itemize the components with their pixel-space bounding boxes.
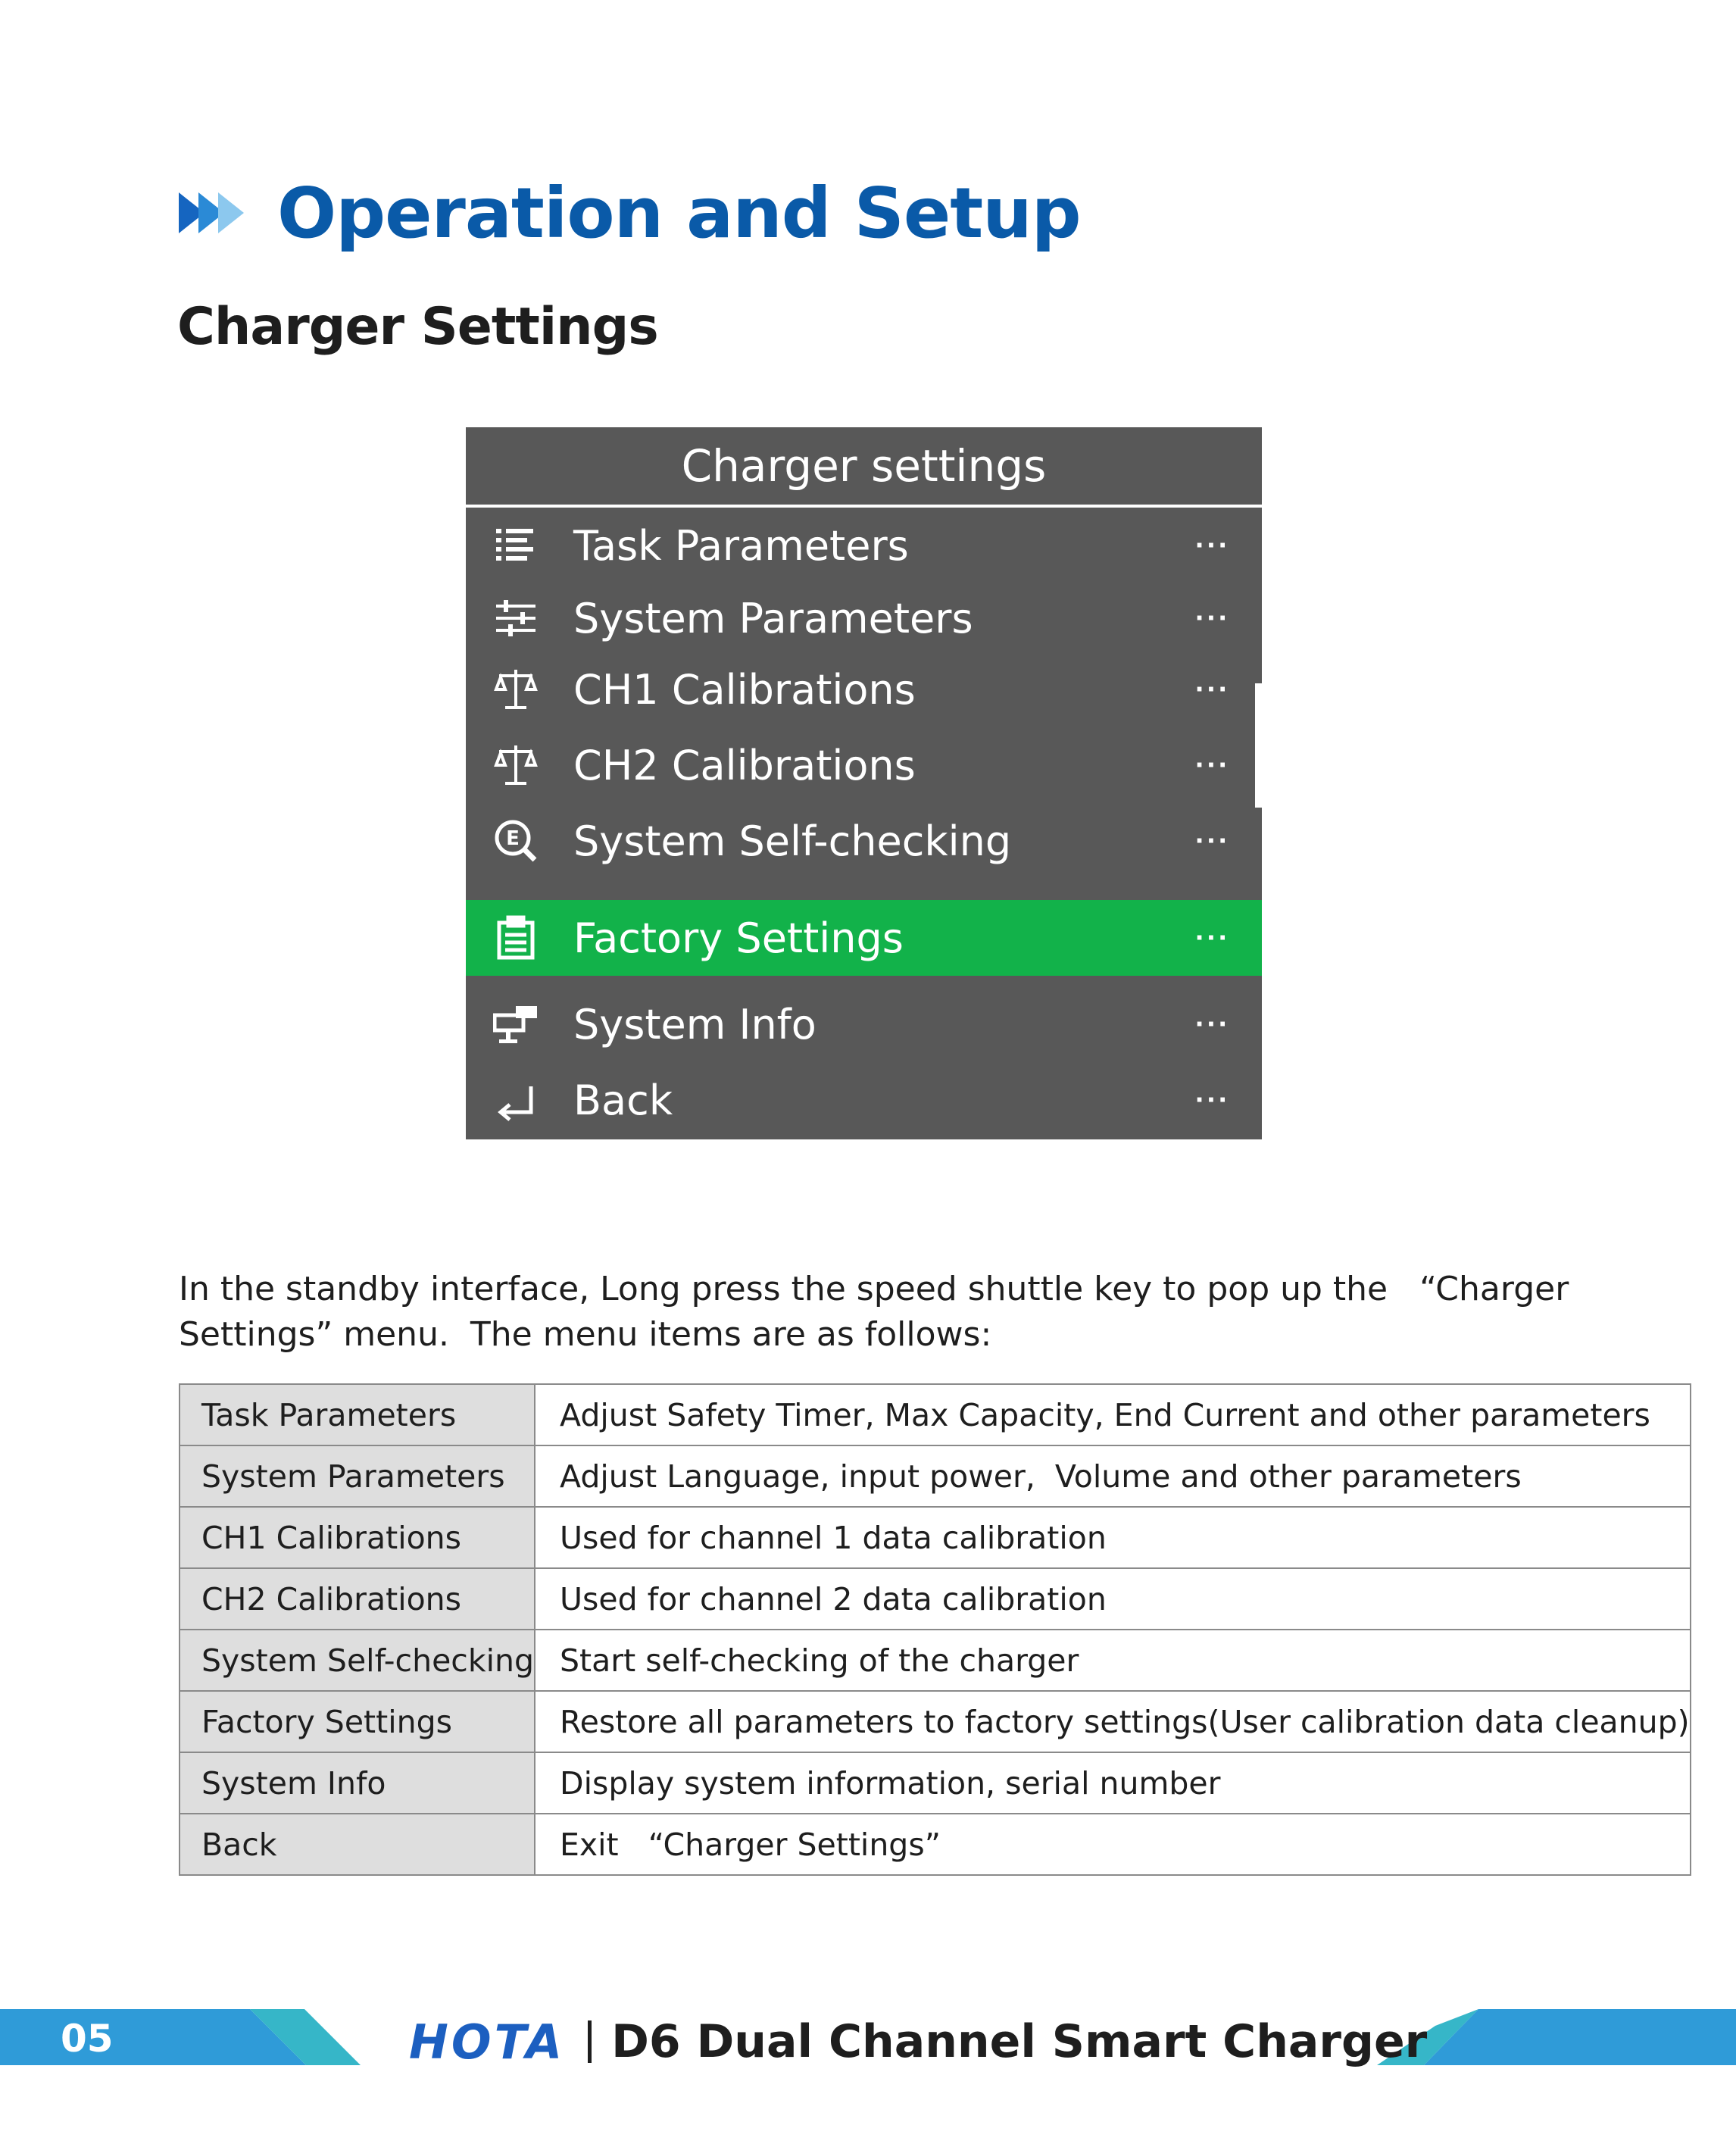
- table-row: [180, 1691, 1691, 1752]
- menu-item-back[interactable]: [466, 1064, 1262, 1136]
- menu-item-ch1-calibrations[interactable]: [466, 653, 1262, 726]
- menu-item-label: System Info: [573, 1000, 816, 1048]
- menu-description-table: [179, 1383, 1691, 1876]
- table-row: [180, 1814, 1691, 1875]
- table-row: [180, 1630, 1691, 1691]
- menu-item-ch2-calibrations[interactable]: [466, 726, 1262, 805]
- intro-paragraph: In the standby interface, Long press the speed shuttle key to pop up the “Charger Settings” menu. The menu items are as follows:: [179, 1270, 1569, 1354]
- more-icon: ···: [1195, 748, 1230, 782]
- menu-item-system-parameters[interactable]: [466, 583, 1262, 653]
- menu-item-task-parameters[interactable]: [466, 508, 1262, 583]
- network-icon: [493, 1002, 539, 1047]
- product-name: D6 Dual Channel Smart Charger: [611, 2015, 1428, 2068]
- table-value: Used for channel 1 data calibration: [535, 1507, 1691, 1568]
- table-value: Restore all parameters to factory settings(User calibration data cleanup): [535, 1691, 1691, 1752]
- menu-title: Charger settings: [466, 427, 1262, 508]
- table-key: System Self-checking: [180, 1630, 535, 1691]
- charger-settings-menu: [466, 427, 1262, 1139]
- menu-item-label: System Self-checking: [573, 817, 1012, 865]
- table-key: Back: [180, 1814, 535, 1875]
- table-key: System Parameters: [180, 1445, 535, 1507]
- menu-item-label: CH1 Calibrations: [573, 665, 916, 714]
- clipboard-icon: [493, 915, 539, 961]
- table-key: CH2 Calibrations: [180, 1568, 535, 1630]
- table-row: [180, 1507, 1691, 1568]
- svg-text:E: E: [506, 827, 520, 850]
- page-number: 05: [61, 2017, 114, 2061]
- brand-logo: HOTA: [409, 2014, 566, 2070]
- menu-item-system-info[interactable]: [466, 985, 1262, 1064]
- table-row: [180, 1568, 1691, 1630]
- table-key: CH1 Calibrations: [180, 1507, 535, 1568]
- section-heading: [179, 164, 1081, 262]
- table-key: Factory Settings: [180, 1691, 535, 1752]
- more-icon: ···: [1195, 528, 1230, 562]
- magnify-e-icon: [493, 818, 539, 864]
- list-icon: [493, 523, 539, 568]
- menu-item-label: CH2 Calibrations: [573, 741, 916, 789]
- table-value: Start self-checking of the charger: [535, 1630, 1691, 1691]
- more-icon: ···: [1195, 920, 1230, 955]
- table-value: Used for channel 2 data calibration: [535, 1568, 1691, 1630]
- menu-item-label: Back: [573, 1076, 673, 1124]
- more-icon: ···: [1195, 672, 1230, 706]
- menu-item-system-self-checking[interactable]: [466, 805, 1262, 877]
- table-value: Exit “Charger Settings”: [535, 1814, 1691, 1875]
- table-row: [180, 1445, 1691, 1507]
- divider: [588, 2020, 592, 2063]
- balance-scale-icon: [493, 667, 539, 712]
- balance-scale-icon: [493, 742, 539, 788]
- sliders-icon: [493, 595, 539, 641]
- menu-item-label: Task Parameters: [573, 521, 909, 570]
- table-value: Display system information, serial number: [535, 1752, 1691, 1814]
- scrollbar-notch: [1255, 683, 1262, 808]
- page-title: Operation and Setup: [277, 172, 1081, 254]
- double-arrow-icon: [179, 186, 251, 239]
- section-subtitle: Charger Settings: [177, 297, 658, 357]
- table-row: [180, 1384, 1691, 1445]
- more-icon: ···: [1195, 1007, 1230, 1041]
- table-value: Adjust Safety Timer, Max Capacity, End Current and other parameters: [535, 1384, 1691, 1445]
- return-arrow-icon: [493, 1077, 539, 1123]
- more-icon: ···: [1195, 601, 1230, 635]
- menu-item-label: Factory Settings: [573, 914, 904, 962]
- footer-brand: [409, 2011, 1427, 2072]
- table-value: Adjust Language, input power, Volume and other parameters: [535, 1445, 1691, 1507]
- menu-item-label: System Parameters: [573, 594, 973, 642]
- table-key: Task Parameters: [180, 1384, 535, 1445]
- more-icon: ···: [1195, 823, 1230, 858]
- more-icon: ···: [1195, 1083, 1230, 1117]
- menu-item-factory-settings[interactable]: [466, 900, 1262, 976]
- table-key: System Info: [180, 1752, 535, 1814]
- table-row: [180, 1752, 1691, 1814]
